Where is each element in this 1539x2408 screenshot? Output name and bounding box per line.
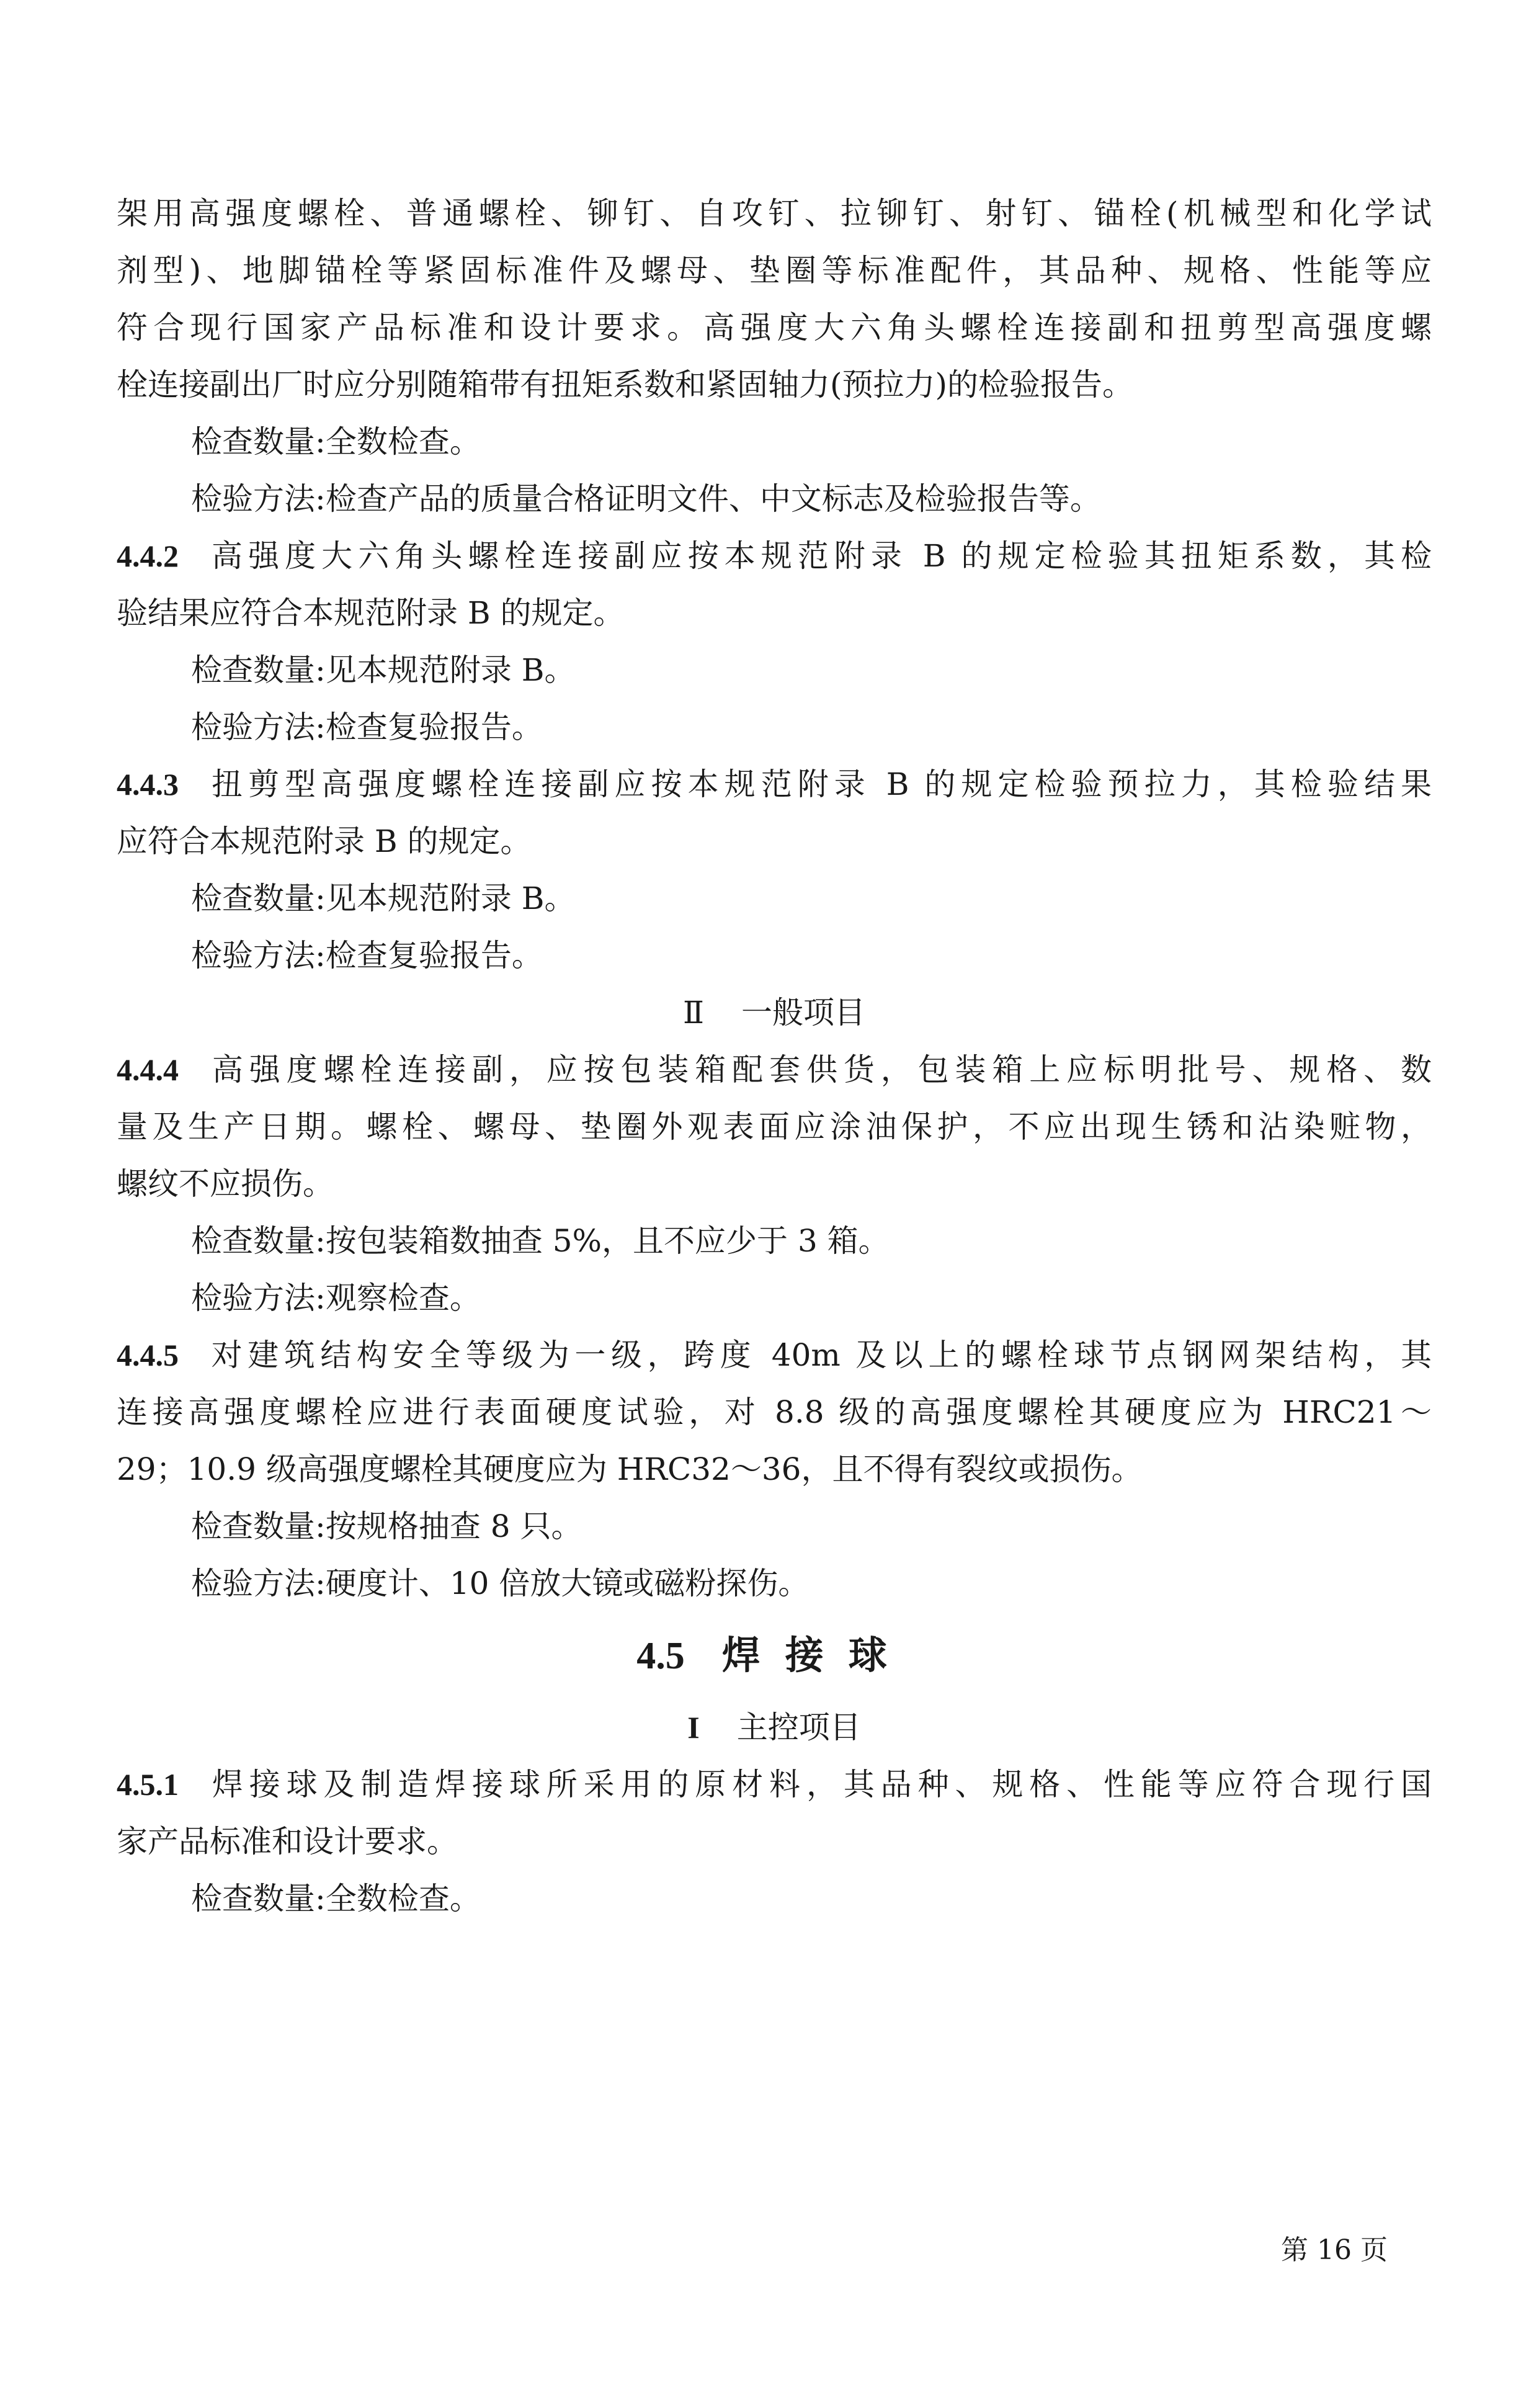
clause-line: 螺纹不应损伤。 [117,1166,334,1202]
page-number: 第 16 页 [1281,2234,1388,2266]
clause-number: 4.5.1 [117,1767,179,1802]
clause-line: 连接高强度螺栓应进行表面硬度试验，对 8.8 级的高强度螺栓其硬度应为 HRC21～ [117,1394,1432,1430]
inspection-note: 检验方法:硬度计、10 倍放大镜或磁粉探伤。 [191,1565,810,1601]
section-heading [117,1619,1432,1691]
section-number: 4.5 [636,1635,685,1677]
clause-line [117,527,1432,584]
inspection-note: 检验方法:检查复验报告。 [191,938,543,973]
clause-4-4-4 [117,1041,1432,1212]
clause-4-4-3 [117,756,1432,870]
clause-line: 应符合本规范附录 B 的规定。 [117,823,532,859]
clause-text: 对建筑结构安全等级为一级，跨度 40m 及以上的螺栓球节点钢网架结构，其 [206,1337,1432,1373]
subsection-heading [117,984,1432,1041]
inspection-note: 检查数量:见本规范附录 B。 [191,880,576,916]
paragraph-line: 剂型)、地脚锚栓等紧固标准件及螺母、垫圈等标准配件，其品种、规格、性能等应 [117,253,1432,289]
paragraph-line: 符合现行国家产品标准和设计要求。高强度大六角头螺栓连接副和扭剪型高强度螺 [117,310,1432,346]
roman-numeral: I [687,1710,700,1745]
inspection-note: 检验方法:检查产品的质量合格证明文件、中文标志及检验报告等。 [191,481,1101,517]
clause-line [117,756,1432,813]
clause-text: 扭剪型高强度螺栓连接副应按本规范附录 B 的规定检验预拉力，其检验结果 [206,766,1432,802]
inspection-note: 检查数量:按包装箱数抽查 5%，且不应少于 3 箱。 [191,1223,890,1259]
clause-number: 4.4.5 [117,1338,179,1372]
paragraph-line: 栓连接副出厂时应分别随箱带有扭矩系数和紧固轴力(预拉力)的检验报告。 [117,367,1134,403]
inspection-note: 检查数量:全数检查。 [191,1881,481,1917]
clause-line [117,1041,1432,1098]
paragraph [117,185,1432,413]
inspection-note: 检查数量:全数检查。 [191,424,481,460]
inspection-note: 检验方法:观察检查。 [191,1280,481,1316]
clause-line: 量及生产日期。螺栓、螺母、垫圈外观表面应涂油保护，不应出现生锈和沾染赃物， [117,1109,1432,1145]
clause-line: 验结果应符合本规范附录 B 的规定。 [117,595,625,631]
clause-4-4-2 [117,527,1432,642]
spacer [117,1612,1432,1619]
clause-4-5-1 [117,1756,1432,1870]
roman-numeral: Ⅱ [683,995,704,1030]
clause-line [117,1756,1432,1813]
subsection-title: 一般项目 [741,995,865,1031]
inspection-note: 检验方法:检查复验报告。 [191,709,543,745]
clause-4-4-5 [117,1327,1432,1498]
inspection-note: 检查数量:按规格抽查 8 只。 [191,1508,582,1544]
subsection-title: 主控项目 [736,1709,861,1745]
document-body [117,185,1432,1927]
clause-text: 高强度螺栓连接副，应按包装箱配套供货，包装箱上应标明批号、规格、数 [206,1052,1432,1088]
clause-text: 高强度大六角头螺栓连接副应按本规范附录 B 的规定检验其扭矩系数，其检 [206,538,1432,574]
clause-line: 家产品标准和设计要求。 [117,1824,458,1860]
clause-number: 4.4.2 [117,539,179,573]
spacer [117,1691,1432,1699]
clause-number: 4.4.3 [117,767,179,802]
subsection-heading [117,1699,1432,1756]
inspection-note: 检查数量:见本规范附录 B。 [191,652,576,688]
clause-text: 焊接球及制造焊接球所采用的原材料，其品种、规格、性能等应符合现行国 [206,1766,1432,1802]
clause-line [117,1327,1432,1384]
clause-line: 29；10.9 级高强度螺栓其硬度应为 HRC32～36，且不得有裂纹或损伤。 [117,1451,1143,1487]
paragraph-line: 架用高强度螺栓、普通螺栓、铆钉、自攻钉、拉铆钉、射钉、锚栓(机械型和化学试 [117,195,1432,231]
section-title: 焊接球 [721,1632,912,1678]
clause-number: 4.4.4 [117,1052,179,1087]
